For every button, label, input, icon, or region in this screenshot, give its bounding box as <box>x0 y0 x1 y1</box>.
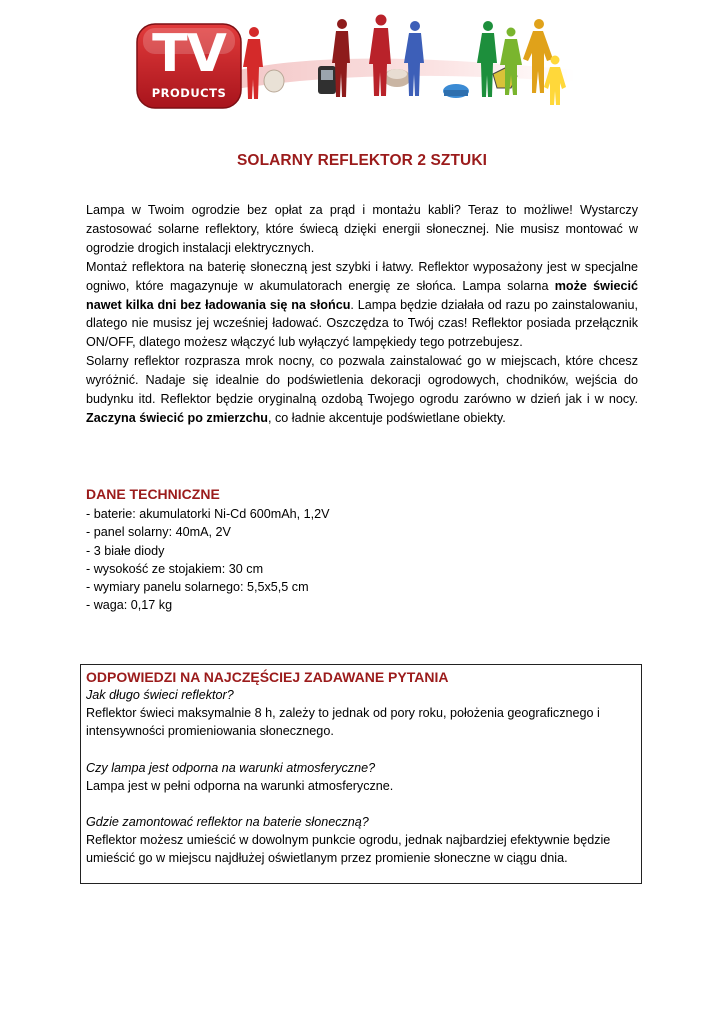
faq-spacer <box>86 795 636 813</box>
logo-products-text: PRODUCTS <box>151 86 227 100</box>
header-banner <box>135 12 575 112</box>
paragraph-1 <box>86 201 638 258</box>
paragraph-2-text-a: Montaż reflektora na baterię słoneczną jest szybki i łatwy. Reflektor wyposażony jest w specjalne ogniwo, które magazynuje w akumulatorach energię ze słońca. Lampa solarna <box>86 259 638 293</box>
paragraph-2-bold: może świecić nawet kilka dni bez ładowania się na słońcu <box>86 278 638 312</box>
spec-item: - wysokość ze stojakiem: 30 cm <box>86 561 264 576</box>
spec-item: - panel solarny: 40mA, 2V <box>86 525 231 540</box>
paragraph-3-bold: Zaczyna świecić po zmierzchu <box>86 410 268 425</box>
faq-answer: Reflektor świeci maksymalnie 8 h, zależy to jednak od pory roku, położenia geograficznego i intensywności promieniowania słonecznego. <box>86 706 600 739</box>
description <box>86 201 638 428</box>
spec-item: - baterie: akumulatorki Ni-Cd 600mAh, 1,2V <box>86 507 330 521</box>
specs-list <box>86 505 330 615</box>
paragraph-3-text-b: , co ładnie akcentuje podświetlane obiekty. <box>267 410 506 425</box>
faq-question: Jak długo świeci reflektor? <box>86 688 234 702</box>
spec-item: - waga: 0,17 kg <box>86 598 173 613</box>
faq-item-1 <box>86 686 636 741</box>
faq-question: Czy lampa jest odporna na warunki atmosferyczne? <box>86 760 376 775</box>
specs-title: DANE TECHNICZNE <box>86 486 220 502</box>
spec-item: - wymiary panelu solarnego: 5,5x5,5 cm <box>86 580 309 595</box>
paragraph-1-text: Lampa w Twoim ogrodzie bez opłat za prąd i montażu kabli? Teraz to możliwe! Wystarczy zastosować solarne reflektory, które świecą dzięki energii słonecznej. Nie musisz montować w ogrodzie drogich instalacji elektrycznych. <box>86 203 638 255</box>
faq-item-2 <box>86 759 636 795</box>
spec-item: - 3 białe diody <box>86 543 165 558</box>
faq-title: ODPOWIEDZI NA NAJCZĘŚCIEJ ZADAWANE PYTANIA <box>86 669 449 685</box>
page-title: SOLARNY REFLEKTOR 2 SZTUKI <box>236 152 488 169</box>
paragraph-3-text-a: Solarny reflektor rozprasza mrok nocny, co pozwala zainstalować go w miejscach, które chcesz wyróżnić. Nadaje się idealnie do podświetlenia dekoracji ogrodowych, chodników, wejścia do budynku itd. Reflektor będzie oryginalną ozdobą Twojego ogrodu zarówno w dzień jak i w nocy. <box>86 354 638 407</box>
logo-tv-text: TV <box>152 24 226 84</box>
faq-spacer <box>86 741 636 759</box>
paragraph-3 <box>86 352 638 428</box>
paragraph-2-text-b: . Lampa będzie działała od razu po zainstalowaniu, dlatego nie musisz jej wcześniej ładować. Oszczędza to Twój czas! Reflektor posiada przełącznik ON/OFF, dlatego możesz włączyć lub wyłączyć lampękiedy tego potrzebujesz. <box>86 297 638 350</box>
faq-answer: Lampa jest w pełni odporna na warunki atmosferyczne. <box>86 778 394 793</box>
faq-item-3 <box>86 813 636 868</box>
faq-box <box>80 664 642 884</box>
faq-answer: Reflektor możesz umieścić w dowolnym punkcie ogrodu, jednak najbardziej efektywnie będzie umieścić go w miejscu najdłużej oświetlanym przez promienie słoneczne w ciągu dnia. <box>86 833 611 866</box>
faq-question: Gdzie zamontować reflektor na baterie słoneczną? <box>86 815 369 830</box>
tv-products-logo <box>135 22 243 110</box>
paragraph-2 <box>86 258 638 353</box>
